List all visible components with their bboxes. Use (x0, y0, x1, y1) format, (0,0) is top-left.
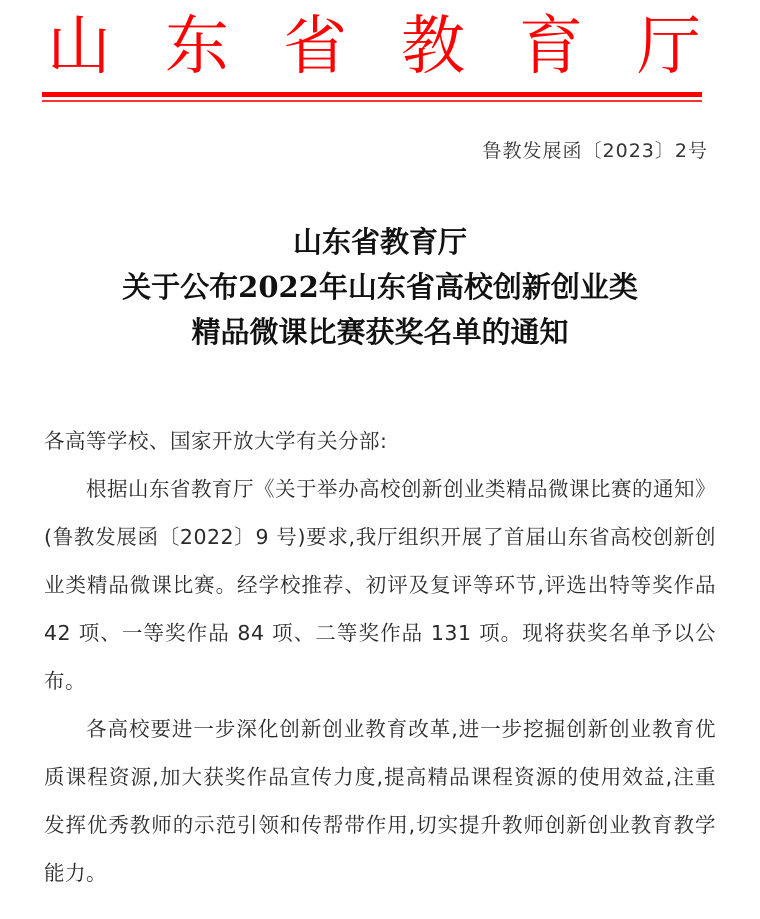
document-number: 鲁教发展函〔2023〕2号 (482, 140, 708, 162)
title-line-2: 关于公布2022年山东省高校创新创业类 (122, 270, 638, 304)
masthead-char: 厅 (637, 10, 701, 84)
paragraph-1: 根据山东省教育厅《关于举办高校创新创业类精品微课比赛的通知》(鲁教发展函〔2022〕9 号)要求,我厅组织开展了首届山东省高校创新创业类精品微课比赛。经学校推荐、初评及复评等环节,评选出特等奖作品 42 项、一等奖作品 84 项、二等奖作品 131 项。现将获奖名单予以公布。 (44, 477, 716, 693)
salutation: 各高等学校、国家开放大学有关分部: (44, 429, 388, 453)
masthead-char: 育 (519, 10, 583, 84)
masthead-char: 山 (47, 10, 111, 84)
title-line-1: 山东省教育厅 (292, 225, 467, 259)
red-rule-thin (42, 100, 702, 102)
masthead-char: 东 (165, 10, 229, 84)
title-line-3: 精品微课比赛获奖名单的通知 (191, 315, 569, 349)
masthead-issuer (44, 8, 704, 86)
masthead-char: 教 (401, 10, 465, 84)
document-body (44, 417, 716, 897)
paragraph-2: 各高校要进一步深化创新创业教育改革,进一步挖掘创新创业教育优质课程资源,加大获奖作品宣传力度,提高精品课程资源的使用效益,注重发挥优秀教师的示范引领和传帮带作用,切实提升教师创新创业教育教学能力。 (44, 717, 716, 885)
masthead-char: 省 (283, 10, 347, 84)
red-rule-thick (42, 92, 702, 97)
document-title (0, 220, 760, 355)
